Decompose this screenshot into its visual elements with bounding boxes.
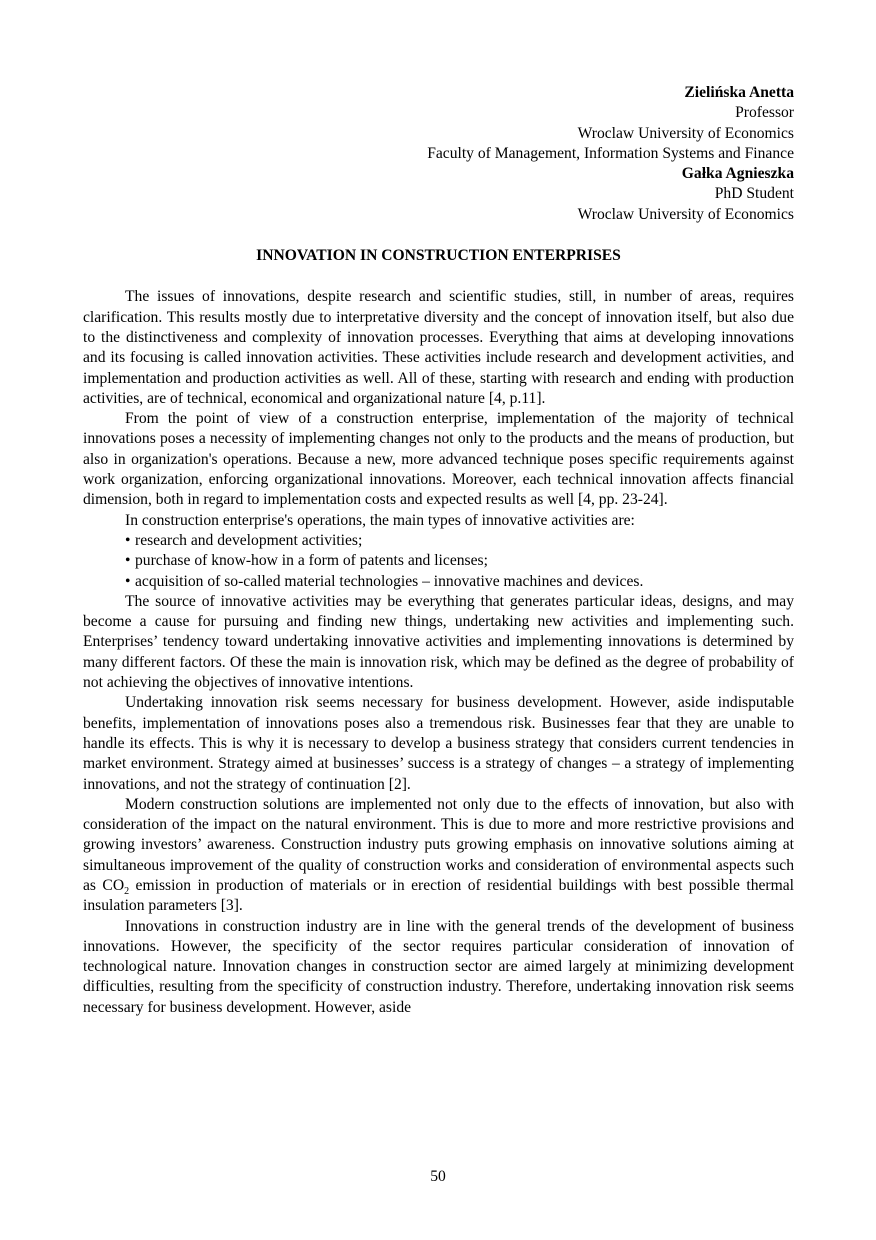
author-block <box>83 83 794 225</box>
author-title: Professor <box>735 104 794 122</box>
author-name: Gałka Agnieszka <box>681 165 794 183</box>
paragraph: Undertaking innovation risk seems necessary for business development. However, aside indisputable benefits, implementation of innovations poses also a tremendous risk. Businesses fear that they are unable to handle its effects. This is why it is necessary to develop a business strategy that considers current tendencies in market environment. Strategy aimed at businesses’ success is a strategy of changes – a strategy of implementing innovations, and not the strategy of continuation [2]. <box>83 694 794 793</box>
bullet-list <box>83 531 794 592</box>
list-item-text: purchase of know-how in a form of patents and licenses; <box>135 552 488 570</box>
author-affiliation: Faculty of Management, Information Systems and Finance <box>427 144 794 162</box>
paragraph <box>83 795 794 917</box>
bullet-icon: • <box>125 572 131 590</box>
paragraph: Innovations in construction industry are in line with the general trends of the development of business innovations. However, the specificity of the sector requires particular consideration of innovation of technological nature. Innovation changes in construction sector are aimed largely at minimizing development difficulties, resulting from the specificity of construction industry. Therefore, undertaking innovation risk seems necessary for business development. However, aside <box>83 917 794 1016</box>
list-item <box>125 572 794 592</box>
list-item-text: research and development activities; <box>135 531 363 549</box>
paragraph: The source of innovative activities may be everything that generates particular ideas, designs, and may become a cause for pursuing and finding new things, undertaking new activities and implementing such. Enterprises’ tendency toward undertaking innovative activities and implementing innovations is determined by many different factors. Of these the main is innovation risk, which may be defined as the degree of probability of not achieving the objectives of innovative intentions. <box>83 592 794 692</box>
bullet-icon: • <box>125 531 131 549</box>
author-title: PhD Student <box>714 185 794 203</box>
bullet-icon: • <box>125 552 131 570</box>
list-item-text: acquisition of so-called material technologies – innovative machines and devices. <box>135 572 644 590</box>
paragraph-text: Modern construction solutions are implemented not only due to the effects of innovation, but also with consideration of the impact on the natural environment. This is due to more and more restrictive provisions and growing investors’ awareness. Construction industry puts growing emphasis on innovative solutions aiming at simultaneous improvement of the quality of construction works and consideration of environmental aspects such as CO <box>83 795 794 894</box>
paragraph: The issues of innovations, despite research and scientific studies, still, in number of areas, requires clarification. This results mostly due to interpretative diversity and the concept of innovation itself, but also due to the distinctiveness and complexity of innovation processes. Everything that aims at developing innovations and its focusing is called innovation activities. These activities include research and development activities, and implementation and production activities as well. All of these, starting with research and ending with production activities, are of technical, economical and organizational nature [4, p.11]. <box>83 288 794 407</box>
paper-title: INNOVATION IN CONSTRUCTION ENTERPRISES <box>256 247 621 265</box>
list-item <box>125 531 794 551</box>
paragraph-text: emission in production of materials or in erection of residential buildings with best possible thermal insulation parameters [3]. <box>83 876 794 915</box>
paragraph: From the point of view of a construction enterprise, implementation of the majority of technical innovations poses a necessity of implementing changes not only to the products and the means of production, but also in organization's operations. Because a new, more advanced technique poses specific requirements against work organization, enforcing organizational innovations. Moreover, each technical innovation affects financial dimension, both in regard to implementation costs and expected results as well [4, pp. 23-24]. <box>83 410 794 509</box>
paragraph: In construction enterprise's operations, the main types of innovative activities are: <box>125 511 635 529</box>
subscript: 2 <box>124 886 130 898</box>
list-item <box>125 551 794 571</box>
author-affiliation: Wroclaw University of Economics <box>577 205 794 223</box>
author-name: Zielińska Anetta <box>684 84 794 101</box>
author-affiliation: Wroclaw University of Economics <box>577 124 794 142</box>
document-page <box>83 83 794 1018</box>
body-text <box>83 287 794 1018</box>
page-number: 50 <box>430 1168 446 1185</box>
